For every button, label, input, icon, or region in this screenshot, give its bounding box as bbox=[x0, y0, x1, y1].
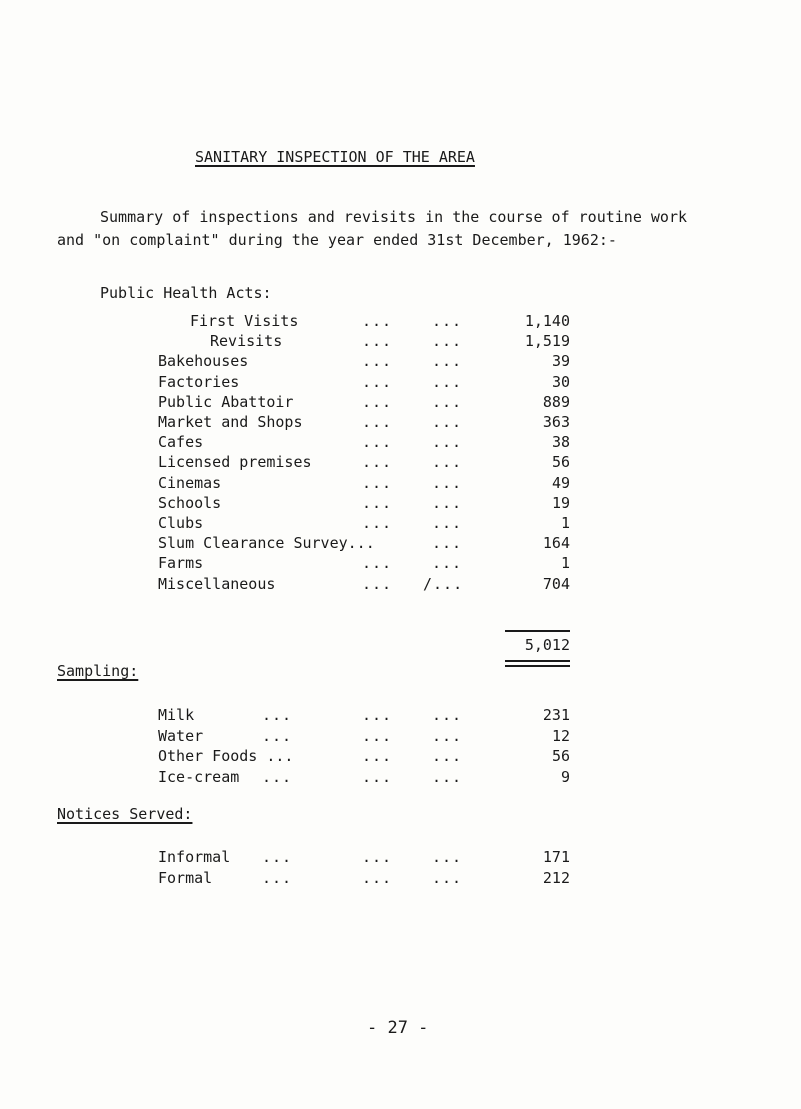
total-top-rule bbox=[505, 630, 570, 632]
row-dots: ... bbox=[262, 767, 293, 786]
row-dots: ... bbox=[432, 312, 463, 330]
row-dots: ... bbox=[262, 726, 293, 745]
row-dots: ... bbox=[362, 868, 393, 887]
row-dots: ... bbox=[362, 433, 393, 452]
table-row bbox=[0, 351, 801, 371]
row-dots: ... bbox=[432, 868, 463, 887]
row-dots: ... bbox=[362, 767, 393, 786]
table-row bbox=[0, 311, 801, 331]
row-dots: ... bbox=[362, 372, 393, 391]
row-value: 889 bbox=[542, 392, 570, 411]
row-dots: ... bbox=[362, 726, 393, 745]
row-dots: ... bbox=[432, 726, 463, 745]
row-dots: ... bbox=[432, 372, 463, 391]
row-label: Schools bbox=[158, 493, 222, 512]
row-value: 30 bbox=[551, 372, 570, 391]
row-label: Factories bbox=[158, 372, 240, 391]
row-label: Other Foods ... bbox=[158, 747, 294, 765]
total-double-rule-2 bbox=[505, 665, 570, 667]
row-dots: ... bbox=[362, 747, 393, 765]
row-label: Clubs bbox=[158, 514, 204, 532]
table-row bbox=[0, 493, 801, 513]
table-row bbox=[0, 574, 801, 594]
row-label: Market and Shops bbox=[158, 413, 303, 431]
table-row bbox=[0, 533, 801, 553]
row-value: 1,519 bbox=[524, 332, 570, 351]
intro-line-1: Summary of inspections and revisits in the course of routine work bbox=[100, 208, 687, 226]
row-dots: ... bbox=[432, 332, 463, 351]
row-dots: ... bbox=[362, 312, 393, 330]
row-label: Bakehouses bbox=[158, 352, 249, 371]
row-dots: ... bbox=[362, 574, 393, 593]
row-label: Ice-cream bbox=[158, 767, 240, 786]
row-dots: ... bbox=[262, 706, 293, 724]
row-dots: ... bbox=[432, 392, 463, 411]
row-label: Revisits bbox=[210, 332, 283, 351]
row-dots: ... bbox=[432, 747, 463, 765]
row-value: 704 bbox=[542, 574, 570, 593]
row-value: 1 bbox=[560, 554, 570, 573]
table-row bbox=[0, 513, 801, 533]
table-row bbox=[0, 746, 801, 766]
row-dots: ... bbox=[362, 453, 393, 472]
table-row bbox=[0, 868, 801, 888]
row-value: 164 bbox=[542, 534, 570, 553]
table-row bbox=[0, 432, 801, 452]
row-label: First Visits bbox=[190, 312, 299, 330]
row-dots: ... bbox=[432, 352, 463, 371]
row-value: 12 bbox=[551, 726, 570, 745]
row-label: Informal bbox=[158, 848, 231, 866]
row-value: 38 bbox=[551, 433, 570, 452]
row-label: Licensed premises bbox=[158, 453, 312, 472]
table-row bbox=[0, 372, 801, 392]
row-value: 363 bbox=[542, 413, 570, 431]
row-label: Formal bbox=[158, 868, 213, 887]
notices-heading: Notices Served: bbox=[57, 805, 193, 823]
row-dots: ... bbox=[362, 473, 393, 492]
row-dots: ... bbox=[362, 514, 393, 532]
row-dots: ... bbox=[362, 352, 393, 371]
public-health-heading: Public Health Acts: bbox=[100, 284, 272, 302]
row-value: 1 bbox=[560, 514, 570, 532]
row-value: 231 bbox=[542, 706, 570, 724]
row-value: 39 bbox=[551, 352, 570, 371]
row-value: 49 bbox=[551, 473, 570, 492]
row-label: Public Abattoir bbox=[158, 392, 294, 411]
row-dots: ... bbox=[432, 767, 463, 786]
row-dots: ... bbox=[362, 706, 393, 724]
row-dots: ... bbox=[432, 534, 463, 553]
row-dots: ... bbox=[362, 848, 393, 866]
row-dots: ... bbox=[432, 493, 463, 512]
row-dots: ... bbox=[362, 392, 393, 411]
row-dots: ... bbox=[432, 413, 463, 431]
row-value: 1,140 bbox=[524, 312, 570, 330]
page-number: - 27 - bbox=[367, 1018, 429, 1038]
table-row bbox=[0, 452, 801, 472]
row-label: Slum Clearance Survey... bbox=[158, 534, 375, 553]
table-row bbox=[0, 847, 801, 867]
row-dots: ... bbox=[432, 706, 463, 724]
table-row bbox=[0, 705, 801, 725]
table-row bbox=[0, 392, 801, 412]
row-label: Miscellaneous bbox=[158, 574, 276, 593]
row-dots: /... bbox=[423, 574, 464, 593]
row-value: 19 bbox=[551, 493, 570, 512]
row-value: 56 bbox=[551, 747, 570, 765]
intro-line-2: and "on complaint" during the year ended 31st December, 1962:- bbox=[57, 231, 617, 249]
row-value: 212 bbox=[542, 868, 570, 887]
total-value: 5,012 bbox=[524, 636, 570, 654]
row-value: 9 bbox=[560, 767, 570, 786]
row-dots: ... bbox=[362, 332, 393, 351]
table-row bbox=[0, 553, 801, 573]
row-label: Milk bbox=[158, 706, 195, 724]
row-dots: ... bbox=[262, 848, 293, 866]
row-dots: ... bbox=[432, 514, 463, 532]
total-double-rule-1 bbox=[505, 660, 570, 662]
row-dots: ... bbox=[432, 433, 463, 452]
row-value: 56 bbox=[551, 453, 570, 472]
table-row bbox=[0, 473, 801, 493]
row-dots: ... bbox=[432, 473, 463, 492]
table-row bbox=[0, 331, 801, 351]
table-row bbox=[0, 412, 801, 432]
row-dots: ... bbox=[362, 554, 393, 573]
sampling-heading: Sampling: bbox=[57, 662, 139, 680]
row-dots: ... bbox=[262, 868, 293, 887]
row-label: Water bbox=[158, 726, 204, 745]
table-row bbox=[0, 726, 801, 746]
row-label: Cinemas bbox=[158, 473, 222, 492]
row-label: Farms bbox=[158, 554, 204, 573]
row-dots: ... bbox=[432, 848, 463, 866]
row-label: Cafes bbox=[158, 433, 204, 452]
row-value: 171 bbox=[542, 848, 570, 866]
row-dots: ... bbox=[362, 413, 393, 431]
row-dots: ... bbox=[362, 493, 393, 512]
page-title: SANITARY INSPECTION OF THE AREA bbox=[195, 148, 475, 166]
table-row bbox=[0, 767, 801, 787]
row-dots: ... bbox=[432, 554, 463, 573]
row-dots: ... bbox=[432, 453, 463, 472]
